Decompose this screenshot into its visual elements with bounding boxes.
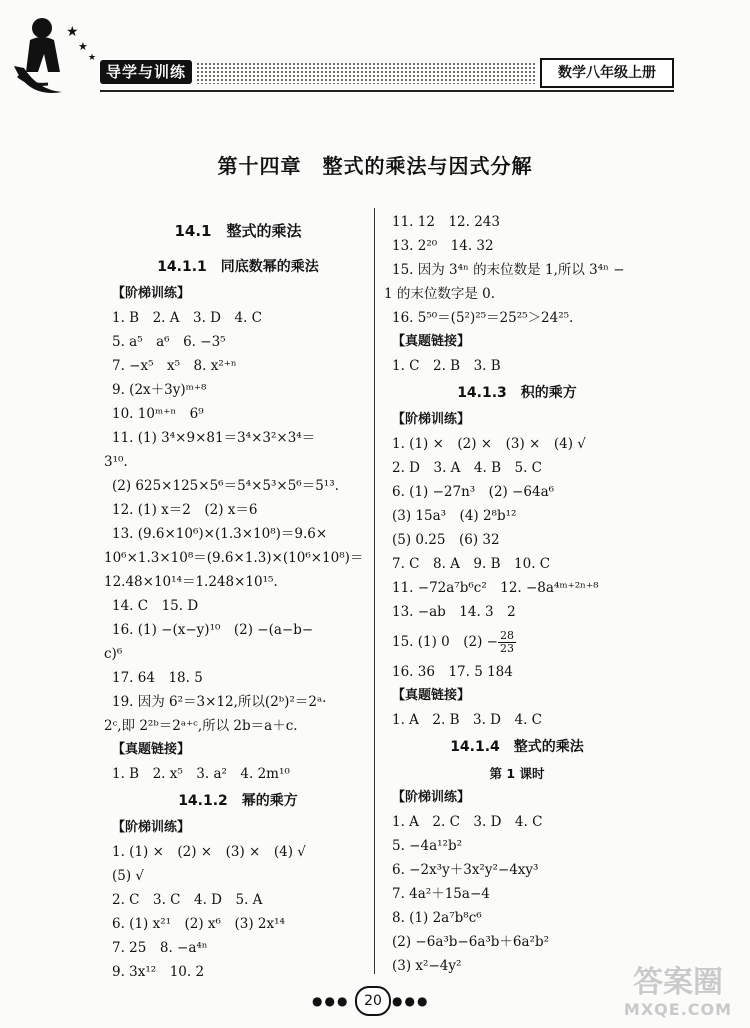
- answer-line: 2. C 3. C 4. D 5. A: [112, 892, 263, 908]
- watermark-logo: 答案圈: [633, 965, 723, 1000]
- book-logo-icon: [8, 6, 98, 102]
- answer-line-continued: 2ᶜ,即 2²ᵇ＝2ᵃ⁺ᶜ,所以 2b＝a＋c.: [104, 718, 298, 734]
- answer-line: 7. −x⁵ x⁵ 8. x²⁺ⁿ: [112, 358, 237, 374]
- answer-line: 8. (1) 2a⁷b⁸c⁶: [392, 910, 482, 926]
- answer-line: 15. 因为 3⁴ⁿ 的末位数是 1,所以 3⁴ⁿ −: [392, 262, 625, 278]
- svg-text:★: ★: [66, 24, 79, 40]
- answer-line: (5) √: [112, 868, 145, 884]
- answer-line: 6. (1) −27n³ (2) −64a⁶: [392, 484, 555, 500]
- exercise-label: 【阶梯训练】: [392, 412, 471, 427]
- answer-line: 6. (1) x²¹ (2) x⁶ (3) 2x¹⁴: [112, 916, 285, 932]
- book-title: 数学八年级上册: [540, 58, 674, 88]
- svg-text:★: ★: [88, 53, 97, 63]
- answer-line-continued: 1 的末位数字是 0.: [384, 286, 496, 302]
- header-rule: [100, 90, 674, 92]
- exercise-label: 【阶梯训练】: [392, 790, 471, 805]
- answer-line-continued: 10⁶×1.3×10⁸＝(9.6×1.3)×(10⁶×10⁸)＝: [104, 550, 364, 566]
- footer-dots-left: ●●●: [312, 994, 350, 1008]
- exercise-label: 【真题链接】: [112, 742, 191, 757]
- fraction-numerator: 28: [500, 629, 514, 642]
- subsection-heading: 14.1.2 幂的乘方: [178, 793, 298, 809]
- answer-line: 5. −4a¹²b²: [392, 838, 462, 854]
- answer-line: 6. −2x³y＋3x²y²−4xy³: [392, 862, 539, 878]
- chapter-title: 第十四章 整式的乘法与因式分解: [217, 154, 533, 178]
- answer-line: 12. (1) x＝2 (2) x＝6: [112, 502, 258, 518]
- answer-line: 7. 25 8. −a⁴ⁿ: [112, 940, 208, 956]
- left-column: [104, 210, 364, 984]
- lesson-heading: 第 1 课时: [489, 766, 545, 781]
- answer-line: 11. −72a⁷b⁶c² 12. −8a⁴ᵐ⁺²ⁿ⁺⁸: [392, 580, 599, 596]
- answer-line: 1. (1) × (2) × (3) × (4) √: [392, 436, 586, 452]
- answer-line-continued: 3¹⁰.: [104, 454, 128, 470]
- answer-line-fraction: [392, 624, 642, 660]
- answer-line: 13. (9.6×10⁶)×(1.3×10⁸)＝9.6×: [112, 526, 328, 542]
- right-column-part-a: [384, 210, 642, 624]
- section-heading: 14.1 整式的乘法: [174, 222, 302, 240]
- answer-line: 1. A 2. B 3. D 4. C: [392, 712, 543, 728]
- svg-text:★: ★: [78, 40, 88, 53]
- answer-line: 9. (2x＋3y)ᵐ⁺⁸: [112, 382, 207, 398]
- answer-line: 16. 36 17. 5 184: [392, 664, 513, 680]
- right-column-part-b: [392, 660, 642, 978]
- answer-line: (5) 0.25 (6) 32: [392, 532, 500, 548]
- answer-line: 11. 12 12. 243: [392, 214, 500, 230]
- footer-dots-right: ●●●: [392, 994, 430, 1008]
- subsection-heading: 14.1.4 整式的乘法: [450, 739, 584, 755]
- subsection-heading: 14.1.3 积的乘方: [457, 385, 577, 401]
- answer-line: 16. (1) −(x−y)¹⁰ (2) −(a−b−: [112, 622, 314, 638]
- fraction-denominator: 23: [500, 642, 514, 655]
- answer-line: 1. B 2. x⁵ 3. a² 4. 2m¹⁰: [112, 766, 290, 782]
- right-column: [384, 210, 642, 978]
- answer-line: 9. 3x¹² 10. 2: [112, 964, 205, 980]
- exercise-label: 【阶梯训练】: [112, 286, 191, 301]
- answer-line: 14. C 15. D: [112, 598, 199, 614]
- fraction-prefix: 15. (1) 0 (2) −: [392, 634, 498, 650]
- answer-line: 13. −ab 14. 3 2: [392, 604, 516, 620]
- exercise-label: 【真题链接】: [392, 688, 471, 703]
- watermark-url: MXQE.COM: [623, 1000, 733, 1019]
- answer-line: (3) x²−4y²: [392, 958, 462, 974]
- answer-line-continued: 12.48×10¹⁴＝1.248×10¹⁵.: [104, 574, 278, 590]
- answer-line: 5. a⁵ a⁶ 6. −3⁵: [112, 334, 226, 350]
- answer-line: 1. C 2. B 3. B: [392, 358, 501, 374]
- page-footer: [0, 986, 750, 1016]
- answer-line: 13. 2²⁰ 14. 32: [392, 238, 494, 254]
- page-number: 20: [355, 986, 391, 1016]
- answer-line: 11. (1) 3⁴×9×81＝3⁴×3²×3⁴＝: [112, 430, 316, 446]
- exercise-label: 【阶梯训练】: [112, 820, 191, 835]
- answer-line: (2) 625×125×5⁶＝5⁴×5³×5⁶＝5¹³.: [112, 478, 339, 494]
- answer-line: 7. C 8. A 9. B 10. C: [392, 556, 551, 572]
- answer-line: 1. (1) × (2) × (3) × (4) √: [112, 844, 306, 860]
- answer-line-continued: c)⁶: [104, 646, 123, 662]
- answer-line: 7. 4a²＋15a−4: [392, 886, 490, 902]
- brand-name: 导学与训练: [100, 60, 192, 84]
- answer-line: 1. B 2. A 3. D 4. C: [112, 310, 263, 326]
- answer-line: (2) −6a³b−6a³b＋6a²b²: [392, 934, 550, 950]
- page-header: [0, 0, 750, 110]
- answer-line: 1. A 2. C 3. D 4. C: [392, 814, 543, 830]
- answer-line: (3) 15a³ (4) 2⁸b¹²: [392, 508, 517, 524]
- column-divider: [374, 208, 375, 974]
- answer-line: 17. 64 18. 5: [112, 670, 203, 686]
- subsection-heading: 14.1.1 同底数幂的乘法: [157, 259, 319, 275]
- header-dot-band: [196, 62, 536, 84]
- answer-line: 16. 5⁵⁰＝(5²)²⁵＝25²⁵＞24²⁵.: [392, 310, 574, 326]
- fraction: [498, 630, 516, 655]
- answer-line: 2. D 3. A 4. B 5. C: [392, 460, 543, 476]
- answer-line: 19. 因为 6²＝3×12,所以(2ᵇ)²＝2ᵃ·: [112, 694, 327, 710]
- exercise-label: 【真题链接】: [392, 334, 471, 349]
- answer-line: 10. 10ᵐ⁺ⁿ 6⁹: [112, 406, 204, 422]
